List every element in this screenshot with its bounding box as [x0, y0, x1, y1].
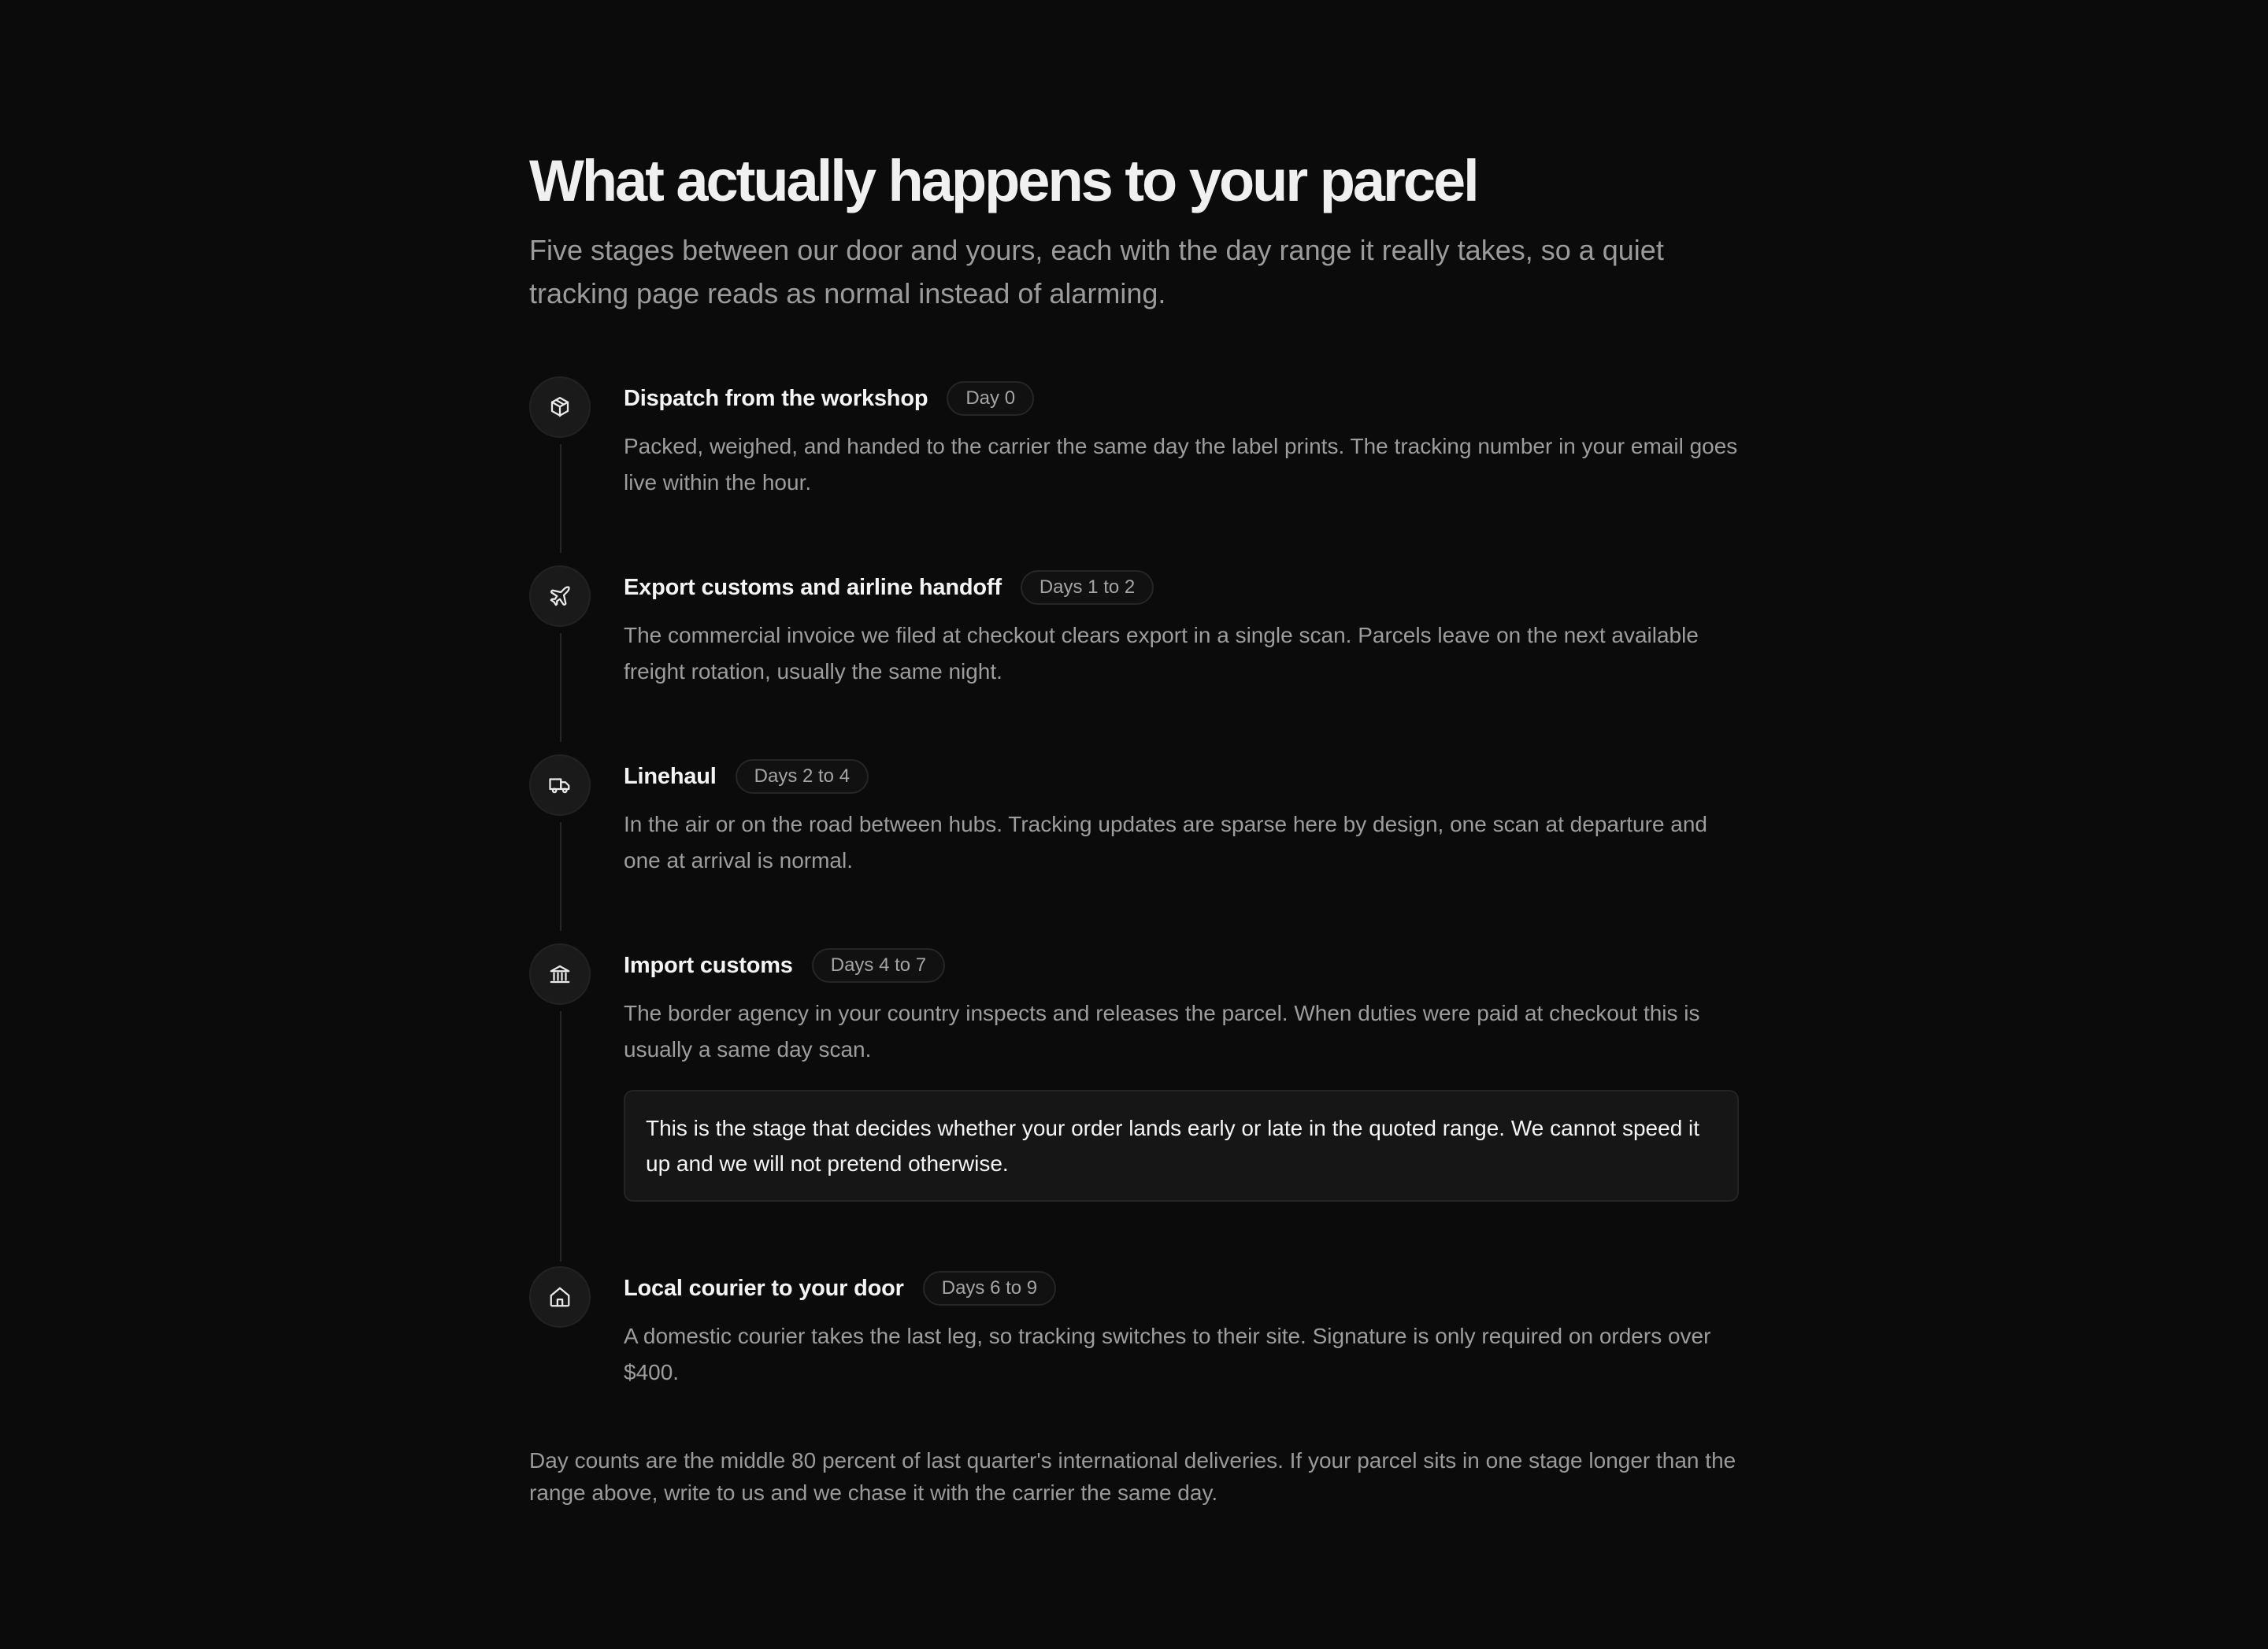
stage-header [624, 376, 1739, 421]
stage-description: The commercial invoice we filed at checkout clears export in a single scan. Parcels leave on the next available freight rotation, usually the same night. [624, 623, 1699, 684]
stage-callout-note: This is the stage that decides whether your order lands early or late in the quoted range. We cannot speed it up and we will not pretend otherwise. [624, 1090, 1739, 1202]
stage-local-courier [529, 1266, 1739, 1391]
timeline-connector [560, 444, 561, 553]
truck-icon [529, 754, 591, 816]
stage-description: The border agency in your country inspects and releases the parcel. When duties were paid at checkout this is usually a same day scan. [624, 1001, 1700, 1062]
stage-title: Dispatch from the workshop [624, 385, 928, 411]
stage-title: Export customs and airline handoff [624, 574, 1002, 600]
delivery-timeline-section [529, 142, 1739, 1509]
timeline-connector [560, 822, 561, 931]
day-range-badge: Day 0 [947, 381, 1034, 416]
day-range-badge: Days 1 to 2 [1021, 570, 1154, 605]
home-icon [529, 1266, 591, 1328]
stage-timeline [529, 376, 1739, 1391]
stage-description: A domestic courier takes the last leg, so tracking switches to their site. Signature is only required on orders over $400. [624, 1324, 1711, 1384]
day-range-badge: Days 2 to 4 [736, 759, 869, 794]
stage-linehaul [529, 754, 1739, 879]
page-title: What actually happens to your parcel [529, 148, 1477, 213]
bank-icon [529, 943, 591, 1005]
stage-title: Local courier to your door [624, 1275, 904, 1301]
stage-header [624, 565, 1739, 610]
page-subtitle: Five stages between our door and yours, each with the day range it really takes, so a quiet tracking page reads as normal instead of alarming. [529, 234, 1664, 309]
day-range-badge: Days 4 to 7 [812, 948, 945, 983]
package-icon [529, 376, 591, 438]
stage-title: Import customs [624, 952, 793, 978]
stage-description: In the air or on the road between hubs. Tracking updates are sparse here by design, one scan at departure and one at arrival is normal. [624, 812, 1708, 873]
timeline-connector [560, 1011, 561, 1262]
stage-header [624, 754, 1739, 799]
footnote: Day counts are the middle 80 percent of last quarter's international deliveries. If your parcel sits in one stage longer than the range above, write to us and we chase it with the carrier the same day. [529, 1448, 1736, 1505]
stage-header [624, 943, 1739, 988]
stage-title: Linehaul [624, 763, 717, 789]
stage-header [624, 1266, 1739, 1310]
timeline-connector [560, 633, 561, 742]
day-range-badge: Days 6 to 9 [923, 1271, 1056, 1306]
airplane-icon [529, 565, 591, 627]
stage-dispatch [529, 376, 1739, 501]
stage-import-customs [529, 943, 1739, 1202]
stage-description: Packed, weighed, and handed to the carrier the same day the label prints. The tracking number in your email goes live within the hour. [624, 434, 1738, 495]
stage-export-customs [529, 565, 1739, 690]
